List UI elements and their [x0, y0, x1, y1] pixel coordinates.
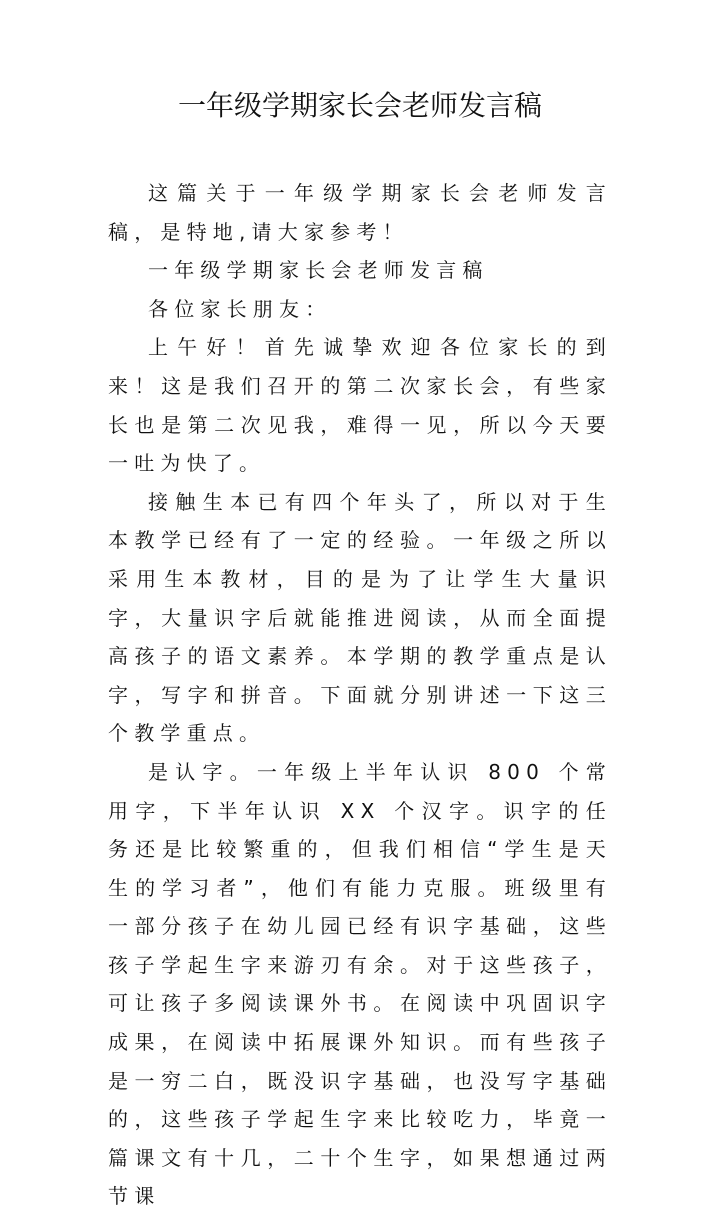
document-title: 一年级学期家长会老师发言稿: [177, 89, 542, 122]
intro-paragraph: 这篇关于一年级学期家长会老师发言稿，是特地,请大家参考！: [108, 181, 612, 244]
subtitle-paragraph: 一年级学期家长会老师发言稿: [148, 258, 489, 283]
greeting-paragraph: 上午好！首先诚挚欢迎各位家长的到来！这是我们召开的第二次家长会，有些家长也是第二次见我，难得一见，所以今天要一吐为快了。: [108, 335, 612, 476]
salutation-paragraph: 各位家长朋友：: [148, 296, 332, 321]
experience-paragraph: 接触生本已有四个年头了，所以对于生本教学已经有了一定的经验。一年级之所以采用生本教材，目的是为了让学生大量识字，大量识字后就能推进阅读，从而全面提高孩子的语文素养。本学期的教学重点是认字，写字和拼音。下面就分别讲述一下这三个教学重点。: [108, 489, 612, 746]
literacy-paragraph: 是认字。一年级上半年认识 800 个常用字，下半年认识 XX 个汉字。识字的任务还是比较繁重的，但我们相信“学生是天生的学习者”，他们有能力克服。班级里有一部分孩子在幼儿园已经有识字基础，这些孩子学起生字来游刃有余。对于这些孩子，可让孩子多阅读课外书。在阅读中巩固识字成果，在阅读中拓展课外知识。而有些孩子是一穷二白，既没识字基础，也没写字基础的，这些孩子学起生字来比较吃力，毕竟一篇课文有十几，二十个生字，如果想通过两节课: [108, 759, 612, 1209]
document-body: [108, 174, 612, 1216]
